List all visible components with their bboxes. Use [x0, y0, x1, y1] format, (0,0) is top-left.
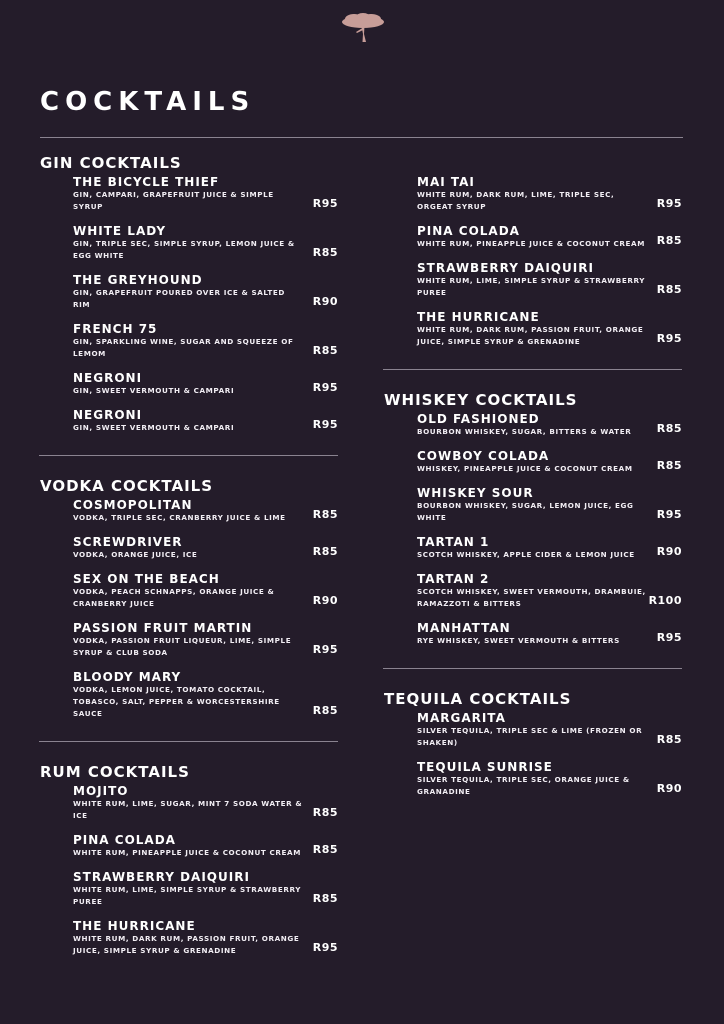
item-description: BOURBON WHISKEY, SUGAR, LEMON JUICE, EGG WHITE — [417, 501, 634, 522]
item-description: BOURBON WHISKEY, SUGAR, BITTERS & WATER — [417, 427, 632, 436]
menu-item — [417, 310, 682, 348]
item-name: TEQUILA SUNRISE — [417, 760, 553, 774]
menu-item — [73, 175, 338, 213]
item-price: R85 — [656, 234, 682, 247]
item-description: SCOTCH WHISKEY, APPLE CIDER & LEMON JUICE — [417, 550, 635, 559]
item-description: GIN, GRAPEFRUIT POURED OVER ICE & SALTED RIM — [73, 288, 285, 309]
item-description: VODKA, PASSION FRUIT LIQUEUR, LIME, SIMPLE SYRUP & CLUB SODA — [73, 636, 292, 657]
item-description: WHITE RUM, DARK RUM, PASSION FRUIT, ORANGE JUICE, SIMPLE SYRUP & GRENADINE — [417, 325, 644, 346]
menu-item — [417, 412, 682, 438]
item-description: WHITE RUM, DARK RUM, LIME, TRIPLE SEC, ORGEAT SYRUP — [417, 190, 615, 211]
item-name: FRENCH 75 — [73, 322, 158, 336]
item-name: WHITE LADY — [73, 224, 167, 238]
menu-item — [73, 870, 338, 908]
item-name: COWBOY COLADA — [417, 449, 550, 463]
item-description: SCOTCH WHISKEY, SWEET VERMOUTH, DRAMBUIE, RAMAZZOTI & BITTERS — [417, 587, 646, 608]
menu-item — [73, 784, 338, 822]
item-description: VODKA, PEACH SCHNAPPS, ORANGE JUICE & CRANBERRY JUICE — [73, 587, 275, 608]
menu-items — [40, 175, 338, 434]
item-price: R95 — [656, 197, 682, 210]
menu-item — [417, 572, 682, 610]
menu-item — [417, 711, 682, 749]
menu-items — [384, 711, 682, 798]
section-divider — [383, 369, 682, 370]
item-price: R85 — [312, 704, 338, 717]
menu-item — [73, 273, 338, 311]
menu-item — [417, 261, 682, 299]
menu-item — [73, 621, 338, 659]
item-price: R95 — [312, 941, 338, 954]
item-name: NEGRONI — [73, 408, 143, 422]
section-title: TEQUILA COCKTAILS — [384, 690, 572, 708]
item-description: GIN, SWEET VERMOUTH & CAMPARI — [73, 423, 235, 432]
item-description: WHITE RUM, DARK RUM, PASSION FRUIT, ORANGE JUICE, SIMPLE SYRUP & GRENADINE — [73, 934, 300, 955]
menu-item — [417, 760, 682, 798]
item-description: RYE WHISKEY, SWEET VERMOUTH & BITTERS — [417, 636, 620, 645]
item-price: R85 — [656, 459, 682, 472]
tree-icon — [340, 12, 386, 44]
menu-item — [73, 919, 338, 957]
item-name: PASSION FRUIT MARTIN — [73, 621, 253, 635]
menu-item — [73, 833, 338, 859]
left-column — [40, 153, 338, 968]
menu-item — [417, 449, 682, 475]
menu-item — [417, 535, 682, 561]
item-price: R85 — [312, 806, 338, 819]
item-price: R95 — [312, 643, 338, 656]
item-description: GIN, SPARKLING WINE, SUGAR AND SQUEEZE OF LEMOM — [73, 337, 294, 358]
item-description: WHITE RUM, LIME, SUGAR, MINT 7 SODA WATER & ICE — [73, 799, 303, 820]
rum-continued-section — [384, 153, 682, 348]
item-price: R90 — [656, 545, 682, 558]
menu-item — [73, 498, 338, 524]
menu-items — [384, 175, 682, 348]
item-name: MOJITO — [73, 784, 129, 798]
item-description: SILVER TEQUILA, TRIPLE SEC & LIME (FROZEN OR SHAKEN) — [417, 726, 643, 747]
menu-item — [73, 535, 338, 561]
section-divider — [39, 455, 338, 456]
item-name: SCREWDRIVER — [73, 535, 183, 549]
menu-items — [384, 412, 682, 647]
item-price: R95 — [312, 197, 338, 210]
section-title: VODKA COCKTAILS — [40, 477, 214, 495]
item-description: VODKA, TRIPLE SEC, CRANBERRY JUICE & LIME — [73, 513, 286, 522]
tequila-section — [384, 689, 682, 798]
item-name: SEX ON THE BEACH — [73, 572, 220, 586]
page-title: COCKTAILS — [40, 87, 256, 117]
item-name: TARTAN 1 — [417, 535, 490, 549]
vodka-section — [40, 476, 338, 720]
item-price: R95 — [656, 332, 682, 345]
item-description: WHITE RUM, PINEAPPLE JUICE & COCONUT CREAM — [417, 239, 645, 248]
item-name: STRAWBERRY DAIQUIRI — [73, 870, 250, 884]
item-name: BLOODY MARY — [73, 670, 182, 684]
item-price: R85 — [656, 422, 682, 435]
gin-section — [40, 153, 338, 434]
item-name: PINA COLADA — [73, 833, 176, 847]
item-price: R95 — [312, 418, 338, 431]
whiskey-section — [384, 390, 682, 647]
section-divider — [39, 741, 338, 742]
menu-item — [417, 224, 682, 250]
item-price: R90 — [312, 295, 338, 308]
item-price: R85 — [312, 892, 338, 905]
item-name: MANHATTAN — [417, 621, 511, 635]
menu-item — [73, 408, 338, 434]
item-name: MARGARITA — [417, 711, 506, 725]
item-name: THE BICYCLE THIEF — [73, 175, 220, 189]
item-description: WHITE RUM, LIME, SIMPLE SYRUP & STRAWBERRY PUREE — [417, 276, 646, 297]
menu-item — [73, 371, 338, 397]
item-description: GIN, CAMPARI, GRAPEFRUIT JUICE & SIMPLE SYRUP — [73, 190, 274, 211]
item-name: COSMOPOLITAN — [73, 498, 193, 512]
section-title: RUM COCKTAILS — [40, 763, 190, 781]
item-name: WHISKEY SOUR — [417, 486, 534, 500]
item-name: OLD FASHIONED — [417, 412, 540, 426]
item-name: THE HURRICANE — [73, 919, 196, 933]
item-description: SILVER TEQUILA, TRIPLE SEC, ORANGE JUICE & GRANADINE — [417, 775, 630, 796]
item-price: R95 — [656, 508, 682, 521]
item-name: MAI TAI — [417, 175, 475, 189]
rum-section — [40, 762, 338, 957]
title-divider — [40, 137, 683, 138]
item-price: R95 — [312, 381, 338, 394]
item-name: THE GREYHOUND — [73, 273, 203, 287]
item-price: R100 — [648, 594, 682, 607]
item-description: GIN, TRIPLE SEC, SIMPLE SYRUP, LEMON JUICE & EGG WHITE — [73, 239, 295, 260]
menu-items — [40, 784, 338, 957]
item-description: GIN, SWEET VERMOUTH & CAMPARI — [73, 386, 235, 395]
item-price: R85 — [656, 283, 682, 296]
item-price: R85 — [312, 545, 338, 558]
menu-items — [40, 498, 338, 720]
item-price: R85 — [312, 843, 338, 856]
item-price: R95 — [656, 631, 682, 644]
right-column — [384, 153, 682, 809]
menu-item — [417, 175, 682, 213]
item-name: PINA COLADA — [417, 224, 520, 238]
section-divider — [383, 668, 682, 669]
item-price: R85 — [656, 733, 682, 746]
item-name: NEGRONI — [73, 371, 143, 385]
item-name: THE HURRICANE — [417, 310, 540, 324]
item-price: R85 — [312, 344, 338, 357]
section-title — [384, 153, 682, 175]
item-description: VODKA, LEMON JUICE, TOMATO COCKTAIL, TOBASCO, SALT, PEPPER & WORCESTERSHIRE SAUCE — [73, 685, 280, 718]
menu-item — [417, 621, 682, 647]
item-description: WHISKEY, PINEAPPLE JUICE & COCONUT CREAM — [417, 464, 633, 473]
item-description: WHITE RUM, PINEAPPLE JUICE & COCONUT CREAM — [73, 848, 301, 857]
item-name: STRAWBERRY DAIQUIRI — [417, 261, 594, 275]
item-price: R85 — [312, 246, 338, 259]
item-description: VODKA, ORANGE JUICE, ICE — [73, 550, 198, 559]
menu-item — [73, 224, 338, 262]
section-title: GIN COCKTAILS — [40, 154, 182, 172]
section-title: WHISKEY COCKTAILS — [384, 391, 578, 409]
item-name: TARTAN 2 — [417, 572, 490, 586]
menu-item — [73, 322, 338, 360]
item-description: WHITE RUM, LIME, SIMPLE SYRUP & STRAWBERRY PUREE — [73, 885, 302, 906]
menu-item — [73, 670, 338, 720]
menu-item — [417, 486, 682, 524]
item-price: R90 — [656, 782, 682, 795]
menu-item — [73, 572, 338, 610]
item-price: R85 — [312, 508, 338, 521]
item-price: R90 — [312, 594, 338, 607]
